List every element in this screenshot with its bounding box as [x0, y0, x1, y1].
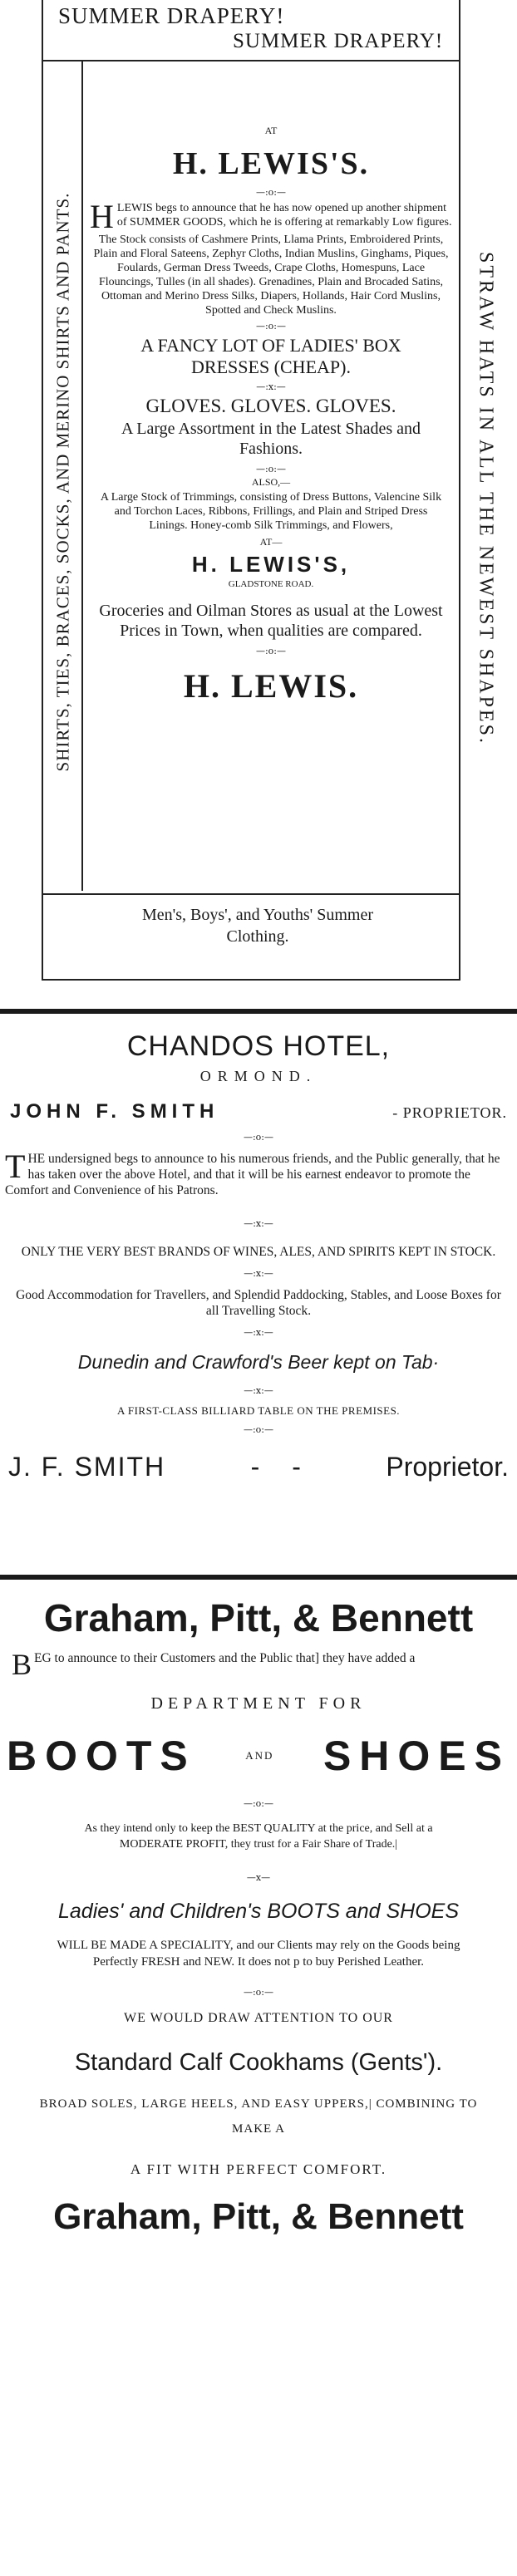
summer-drapery-header-1: SUMMER DRAPERY!	[58, 3, 285, 28]
graham-speciality: WILL BE MADE A SPECIALITY, and our Clients may rely on the Goods being Perfectly FRESH and NEW. It does not p to buy Perished Leather.	[57, 1939, 460, 1969]
lewis-side-text-right: STRAW HATS IN ALL THE NEWEST SHAPES.	[475, 252, 497, 745]
chandos-accommodation: Good Accommodation for Travellers, and Splendid Paddocking, Stables, and Loose Boxes for all Travelling Stock.	[16, 1288, 501, 1318]
graham-shoes: SHOES	[323, 1733, 510, 1779]
chandos-separator-1: —:o:—	[243, 1132, 274, 1143]
lewis-at-2: AT—	[259, 536, 283, 548]
lewis-main-column	[90, 65, 452, 705]
lewis-name-heading: H. LEWIS'S.	[172, 146, 370, 181]
chandos-intro-text: HE undersigned begs to announce to his numerous friends, and the Public generally, that he has taken over the above Hotel, and that it will be his earnest endeavor to promote the Comfort and Convenience of his Patrons.	[5, 1152, 500, 1197]
chandos-proprietor-line	[0, 1100, 517, 1123]
chandos-signature-dashes: - -	[250, 1452, 301, 1482]
chandos-signature-name: J. F. SMITH	[8, 1452, 166, 1482]
lewis-fancy-lot: A FANCY LOT OF LADIES' BOX DRESSES (CHEAP).	[140, 335, 401, 377]
lewis-left-column-border	[81, 60, 83, 891]
lewis-trimmings: A Large Stock of Trimmings, consisting of Dress Buttons, Valencine Silk and Torchon Laces, Ribbons, Frillings, and Plain and Striped Dress Linings. Honey-comb Silk Trimmings, and Flowers,	[100, 491, 442, 532]
chandos-intro	[0, 1148, 517, 1198]
graham-quality: As they intend only to keep the BEST QUALITY at the price, and Sell at a MODERATE PROFIT, they trust for a Fair Share of Trade.|	[84, 1822, 433, 1851]
graham-pitt-bennett-advertisement	[0, 1587, 517, 2238]
chandos-billiard: A FIRST-CLASS BILLIARD TABLE ON THE PREMISES.	[116, 1404, 401, 1417]
lewis-address: GLADSTONE ROAD.	[228, 579, 314, 589]
graham-footer-title: Graham, Pitt, & Bennett	[53, 2196, 464, 2237]
graham-boots-and-shoes	[0, 1732, 517, 1780]
lewis-also: ALSO,—	[251, 476, 291, 488]
summer-drapery-header-2: SUMMER DRAPERY!	[233, 30, 444, 52]
lewis-intro-dropcap: H	[90, 198, 114, 235]
lewis-separator-3: —:x:—	[256, 381, 286, 392]
chandos-separator-2: —:x:—	[244, 1218, 273, 1229]
graham-intro-text: EG to announce to their Customers and the Public that] they have added a	[34, 1651, 416, 1665]
chandos-proprietor-name: JOHN F. SMITH	[10, 1100, 219, 1123]
graham-separator-3: —:o:—	[243, 1987, 274, 1998]
lewis-name-footer: H. LEWIS.	[183, 667, 359, 705]
section-divider-1	[0, 1009, 517, 1014]
lewis-advertisement	[0, 0, 517, 981]
lewis-right-column-border	[459, 166, 460, 897]
lewis-groceries: Groceries and Oilman Stores as usual at the Lowest Prices in Town, when qualities are compared.	[99, 602, 443, 640]
lewis-gloves: GLOVES. GLOVES. GLOVES.	[145, 396, 396, 416]
lewis-assortment: A Large Assortment in the Latest Shades and Fashions.	[121, 420, 421, 458]
graham-separator-1: —:o:—	[243, 1798, 274, 1809]
chandos-separator-4: —:x:—	[244, 1327, 273, 1338]
chandos-signature-line	[0, 1452, 517, 1482]
graham-fit: A FIT WITH PERFECT COMFORT.	[130, 2161, 387, 2177]
lewis-name-secondary: H. LEWIS'S,	[191, 552, 351, 577]
graham-department: DEPARTMENT FOR	[150, 1694, 367, 1713]
graham-intro	[0, 1648, 517, 1681]
chandos-signature-label: Proprietor.	[386, 1452, 509, 1482]
lewis-footer-divider	[42, 893, 460, 895]
graham-boots: BOOTS	[7, 1733, 196, 1779]
graham-and: AND	[245, 1749, 274, 1762]
lewis-intro-text: LEWIS begs to announce that he has now opened up another shipment of SUMMER GOODS, which he is offering at remarkably Low figures.	[116, 202, 452, 229]
graham-intro-dropcap: B	[12, 1648, 32, 1681]
chandos-proprietor-label: - PROPRIETOR.	[392, 1104, 507, 1121]
chandos-brands: ONLY THE VERY BEST BRANDS OF WINES, ALES, AND SPIRITS KEPT IN STOCK.	[21, 1245, 496, 1259]
chandos-intro-dropcap: T	[5, 1148, 26, 1185]
lewis-intro	[90, 198, 452, 235]
section-divider-2	[0, 1575, 517, 1580]
chandos-separator-3: —:x:—	[244, 1268, 273, 1279]
graham-title: Graham, Pitt, & Bennett	[43, 1596, 474, 1639]
chandos-town: ORMOND.	[199, 1068, 318, 1084]
lewis-separator-4: —:o:—	[255, 464, 287, 474]
graham-cookhams: Standard Calf Cookhams (Gents').	[74, 2049, 443, 2076]
lewis-header-divider	[42, 60, 460, 61]
graham-soles: BROAD SOLES, LARGE HEELS, AND EASY UPPERS,| COMBINING TO MAKE A	[39, 2097, 478, 2136]
lewis-stock-list: The Stock consists of Cashmere Prints, Llama Prints, Embroidered Prints, Plain and Floral Sateens, Zephyr Cloths, Indian Muslins, Ginghams, Piques, Foulards, German Dress Tweeds, Crape Cloths, Homespuns, Lace Flouncings, Tulles (in all shades). Grenadines, Plain and Brocaded Satins, Ottoman and Merino Dress Silks, Diapers, Hollands, Hair Cord Muslins, Spotted and Check Muslins.	[93, 234, 449, 317]
chandos-title: CHANDOS HOTEL,	[126, 1030, 391, 1062]
lewis-clothing-footer: Men's, Boys', and Youths' Summer Clothing.	[141, 906, 374, 946]
chandos-hotel-advertisement	[0, 1022, 517, 1482]
graham-attention: WE WOULD DRAW ATTENTION TO OUR	[124, 2011, 393, 2025]
lewis-frame-bottom	[42, 979, 460, 981]
lewis-separator-2: —:o:—	[255, 321, 287, 332]
graham-ladies: Ladies' and Children's BOOTS and SHOES	[57, 1900, 459, 1923]
chandos-beer: Dunedin and Crawford's Beer kept on Tab·	[77, 1351, 440, 1373]
chandos-separator-5: —:x:—	[244, 1385, 273, 1396]
lewis-separator-1: —:o:—	[255, 187, 287, 198]
lewis-separator-5: —:o:—	[255, 646, 287, 656]
chandos-separator-6: —:o:—	[243, 1424, 274, 1435]
lewis-side-text-left: SHIRTS, TIES, BRACES, SOCKS, AND MERINO SHIRTS AND PANTS.	[52, 192, 73, 772]
graham-separator-2: —x—	[246, 1872, 271, 1883]
lewis-at: AT	[264, 125, 278, 136]
